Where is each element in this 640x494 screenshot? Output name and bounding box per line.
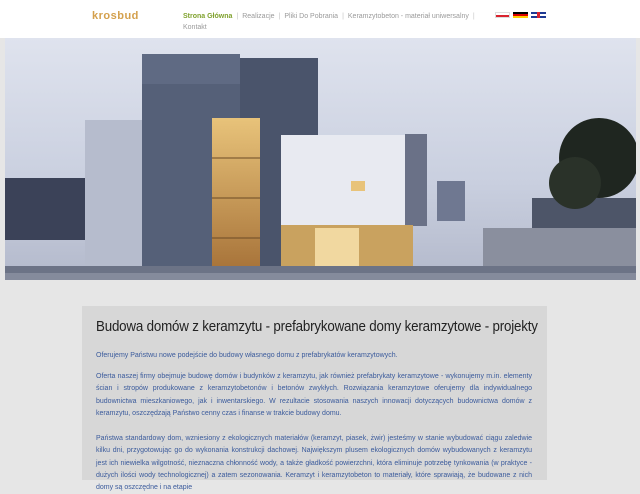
nav-item-realizations[interactable]: Realizacje xyxy=(242,13,275,20)
offer-paragraph: Oferta naszej firmy obejmuje budowę domów i budynków z keramzytu, jak również prefabrykaty keramzytowe - wykonujemy m.in. elementy ścian i stropów produkowane z keramzytobetonów i betonów zwykłych. Rozwiązania keramzytowe oferujemy dla indywidualnego budownictwa mieszkaniowego, jak i inwentarskiego. W rezultacie stosowania naszych innowacji dotyczących budownictwa domów z keramzytu, oszczędzają Państwo cenny czas i finanse w trakcie budowy domu. xyxy=(96,373,532,417)
benefits-paragraph: Państwa standardowy dom, wzniesiony z ekologicznych materiałów (keramzyt, piasek, żwir) jesteśmy w stanie wybudować ciągu zaledwie kilku dni, przygotowując go do wykonania konstrukcji dachowej. Największym plusem ekologicznych domów wybudowanych z keramzytu jest ich niewielka wilgotność, nieznaczna chłonność wody, a także gładkość powierzchni, która eliminuje potrzebę tynkowania (w praktyce - dużych ilości wody technologicznej) a zatem sezonowania. Keramzyt i keramzytobeton to materiały, które sprawiają, że budowane z nich domy są oszczędne i na etapie xyxy=(96,435,532,492)
page-title: Budowa domów z keramzytu - prefabrykowane domy keramzytowe - projekty xyxy=(96,319,538,335)
nav-separator: | xyxy=(236,13,239,20)
pl-flag-icon[interactable] xyxy=(495,12,510,18)
nav-item-contact[interactable]: Kontakt xyxy=(183,24,207,31)
de-flag-icon[interactable] xyxy=(513,12,528,18)
nav-separator: | xyxy=(342,13,344,20)
intro-paragraph: Oferujemy Państwu nowe podejście do budowy własnego domu z prefabrykatów keramzytowych. xyxy=(96,352,398,359)
nav-separator: | xyxy=(278,13,281,20)
nav-item-home[interactable]: Strona Główna xyxy=(183,13,233,20)
house-illustration xyxy=(5,38,636,280)
language-switcher xyxy=(495,12,546,18)
nav-item-downloads[interactable]: Pliki Do Pobrania xyxy=(284,13,339,20)
nav-item-material[interactable]: Keramzytobeton - materiał uniwersalny xyxy=(347,13,469,20)
hero-house-image xyxy=(5,38,636,280)
en-flag-icon[interactable] xyxy=(531,12,546,18)
nav-separator: | xyxy=(472,13,475,20)
site-logo[interactable]: krosbud xyxy=(92,10,139,22)
site-header xyxy=(0,0,640,38)
